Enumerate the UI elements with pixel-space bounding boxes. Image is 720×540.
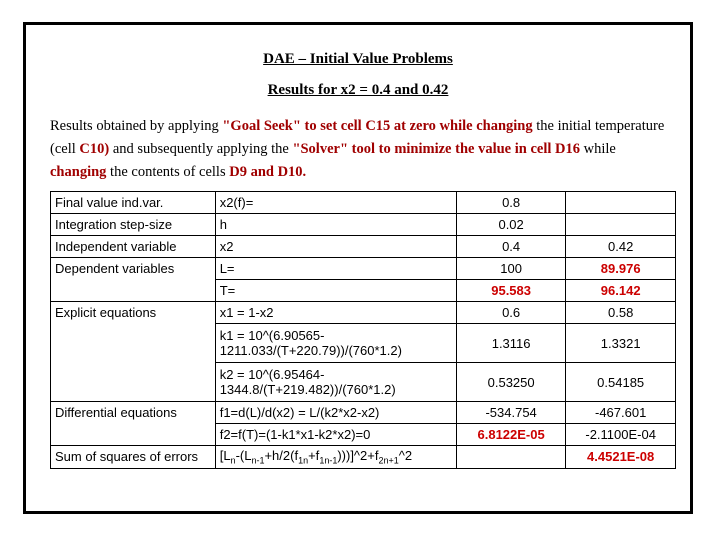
row-label [51,280,216,302]
results-table [50,191,676,469]
row-label [51,363,216,402]
sse-formula: $[L_n-(L_{n-1}+h/2(f_{1n}+f_{1n-1})))]\^{}2+f_{2n+1}\^{}2$ [215,446,456,469]
value-x2-0.4: 6.8122E-05 [456,424,565,446]
table-row [51,280,676,302]
value-x2-0.4: -534.754 [456,402,565,424]
row-label: Explicit equations [51,302,216,324]
value-x2-0.42: -467.601 [566,402,676,424]
page-title: DAE – Initial Value Problems [263,51,453,67]
page-subtitle: Results for x2 = 0.4 and 0.42 [267,82,449,98]
value-x2-0.42: 4.4521E-08 [566,446,676,469]
row-expression: f1=d(L)/d(x2) = L/(k2*x2-x2) [215,402,456,424]
value-x2-0.4: 0.6 [456,302,565,324]
value-x2-0.42: 0.54185 [566,363,676,402]
goal-seek-note: "Goal Seek" to set cell C15 at zero while changing [222,118,533,134]
value-x2-0.42: 0.42 [566,236,676,258]
row-expression: x2(f)= [215,192,456,214]
table-row [51,258,676,280]
value-x2-0.4: 0.8 [456,192,565,214]
row-label: Dependent variables [51,258,216,280]
table-row [51,324,676,363]
row-expression: x1 = 1-x2 [215,302,456,324]
row-expression: L= [215,258,456,280]
row-label: Integration step-size [51,214,216,236]
row-label [51,324,216,363]
row-expression: k1 = 10^(6.90565-1211.033/(T+220.79))/(760*1.2) [215,324,456,363]
row-expression: h [215,214,456,236]
value-x2-0.42: 1.3321 [566,324,676,363]
row-expression: x2 [215,236,456,258]
value-x2-0.42 [566,192,676,214]
slide-frame [23,22,693,514]
row-label [51,424,216,446]
row-label: Independent variable [51,236,216,258]
row-expression: k2 = 10^(6.95464-1344.8/(T+219.482))/(760*1.2) [215,363,456,402]
value-x2-0.4: 100 [456,258,565,280]
value-x2-0.4: 95.583 [456,280,565,302]
table-row [51,363,676,402]
value-x2-0.42: -2.1100E-04 [566,424,676,446]
value-x2-0.4: 0.4 [456,236,565,258]
row-label: Final value ind.var. [51,192,216,214]
table-row [51,446,676,469]
value-x2-0.42: 0.58 [566,302,676,324]
value-x2-0.4: 0.53250 [456,363,565,402]
table-row [51,236,676,258]
value-x2-0.4: 1.3116 [456,324,565,363]
value-x2-0.4: 0.02 [456,214,565,236]
table-row [51,402,676,424]
table-row [51,192,676,214]
table-row [51,302,676,324]
row-expression: f2=f(T)=(1-k1*x1-k2*x2)=0 [215,424,456,446]
row-label: Sum of squares of errors [51,446,216,469]
cell-c10-note: C10) [79,141,110,157]
description-paragraph: Results obtained by applying "Goal Seek" to set cell C15 at zero while changing the initial temperature (cell C10) and subsequently applying the "Solver" tool to minimize the value in cell D16 while changing the contents of cells D9 and D10. [50,118,665,180]
value-x2-0.42 [566,214,676,236]
changing-note: changing [50,164,107,180]
value-x2-0.42: 89.976 [566,258,676,280]
cells-d9-d10-note: D9 and D10. [229,164,307,180]
solver-note: "Solver" tool to minimize the value in cell D16 [292,141,580,157]
value-x2-0.4 [456,446,565,469]
value-x2-0.42: 96.142 [566,280,676,302]
table-row [51,214,676,236]
table-row [51,424,676,446]
row-expression: T= [215,280,456,302]
row-label: Differential equations [51,402,216,424]
